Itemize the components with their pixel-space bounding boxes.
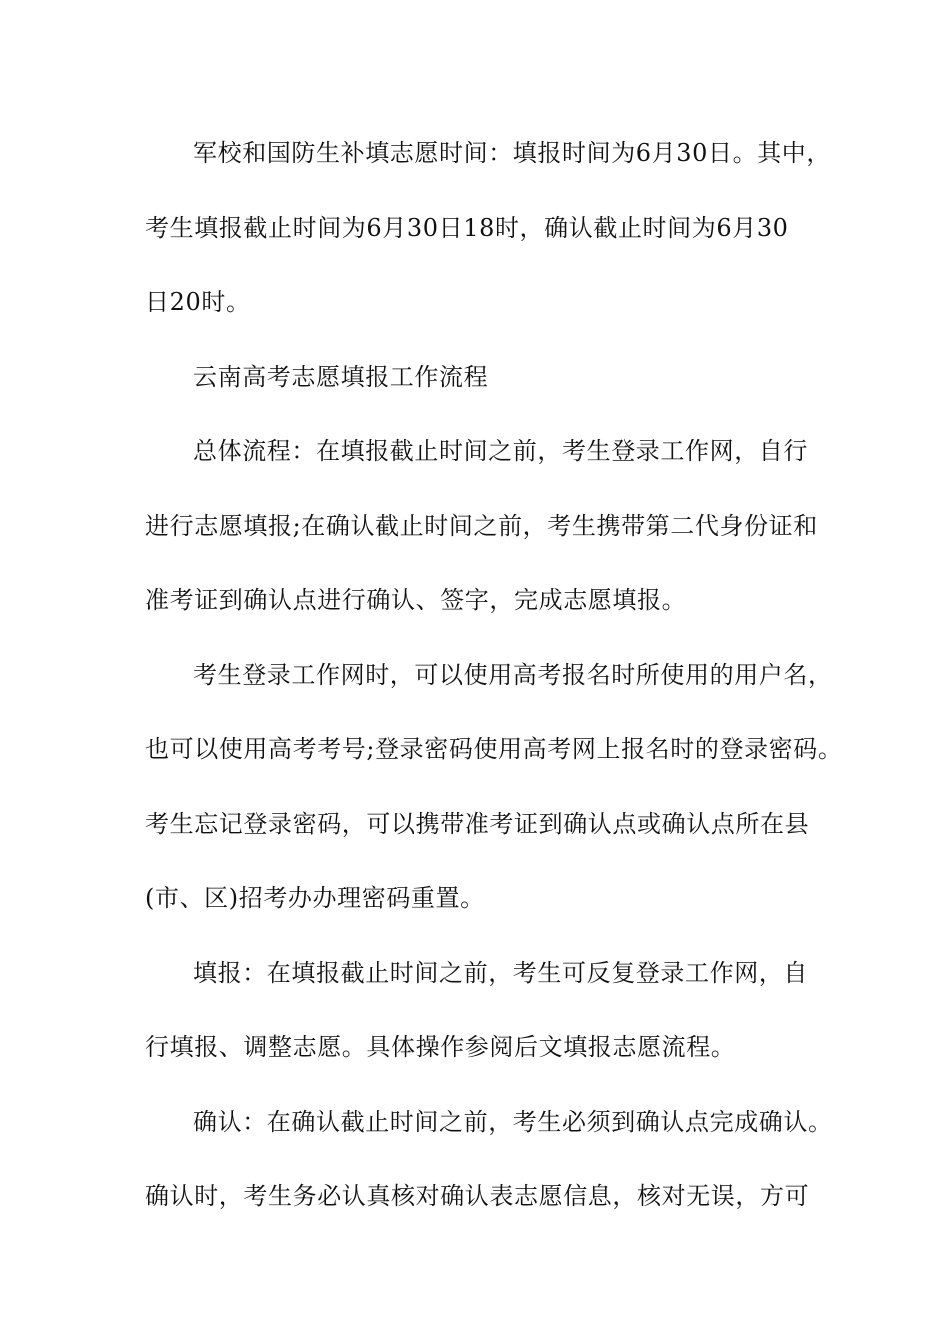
paragraph-line: 准考证到确认点进行确认、签字，完成志愿填报。: [145, 586, 687, 614]
paragraph-line: 也可以使用高考考号;登录密码使用高考网上报名时的登录密码。: [145, 735, 843, 763]
paragraph-line: 考生登录工作网时，可以使用高考报名时所使用的用户名，: [193, 660, 833, 689]
paragraph-line: 日20时。: [145, 288, 251, 316]
paragraph-line: 确认：在确认截止时间之前，考生必须到确认点完成确认。: [193, 1107, 833, 1136]
paragraph-line: 行填报、调整志愿。具体操作参阅后文填报志愿流程。: [145, 1033, 736, 1061]
paragraph-line: 总体流程：在填报截止时间之前，考生登录工作网，自行: [193, 437, 808, 465]
paragraph-line: 考生填报截止时间为6月30日18时，确认截止时间为6月30: [145, 213, 789, 242]
paragraph-line: 确认时，考生务必认真核对确认表志愿信息，核对无误，方可: [145, 1182, 810, 1210]
paragraph-line: (市、区)招考办办理密码重置。: [145, 884, 485, 912]
document-page: [145, 124, 843, 1242]
section-heading: 云南高考志愿填报工作流程: [193, 362, 489, 391]
paragraph-line: 填报：在填报截止时间之前，考生可反复登录工作网，自: [193, 958, 808, 987]
paragraph-line: 军校和国防生补填志愿时间：填报时间为6月30日。其中，: [193, 139, 832, 167]
paragraph-line: 进行志愿填报;在确认截止时间之前，考生携带第二代身份证和: [145, 511, 818, 540]
paragraph-line: 考生忘记登录密码，可以携带准考证到确认点或确认点所在县: [145, 809, 810, 838]
